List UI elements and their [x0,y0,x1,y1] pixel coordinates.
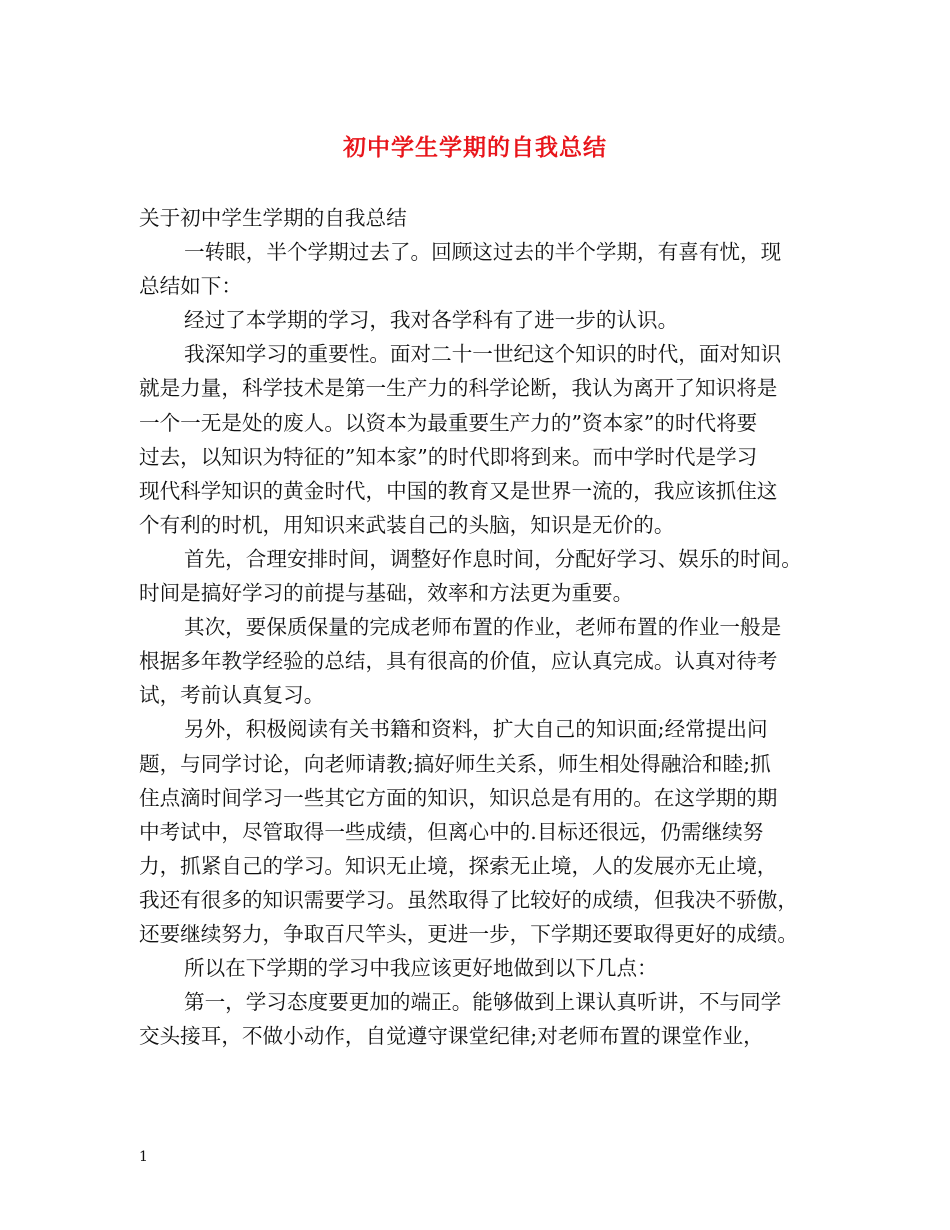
text-line: 一转眼，半个学期过去了。回顾这过去的半个学期，有喜有忧，现 [184,240,782,265]
text-line: 一个一无是处的废人。以资本为最重要生产力的”资本家”的时代将要 [139,410,758,435]
text-line: 个有利的时机，用知识来武装自己的头脑，知识是无价的。 [139,512,675,537]
text-line: 就是力量，科学技术是第一生产力的科学论断，我认为离开了知识将是 [139,376,778,401]
text-line: 试，考前认真复习。 [139,683,325,708]
text-line: 时间是搞好学习的前提与基础，效率和方法更为重要。 [139,581,634,606]
text-line: 我深知学习的重要性。面对二十一世纪这个知识的时代，面对知识 [184,342,782,367]
text-line: 住点滴时间学习一些其它方面的知识，知识总是有用的。在这学期的期 [139,785,778,810]
text-line: 首先，合理安排时间，调整好作息时间，分配好学习、娱乐的时间。 [184,546,802,571]
text-line: 力，抓紧自己的学习。知识无止境，探索无止境，人的发展亦无止境， [139,853,778,878]
text-line: 关于初中学生学期的自我总结 [139,206,407,230]
text-line: 现代科学知识的黄金时代，中国的教育又是世界一流的，我应该抓住这 [139,478,778,503]
text-line: 我还有很多的知识需要学习。虽然取得了比较好的成绩，但我决不骄傲， [139,887,798,912]
text-line: 过去，以知识为特征的”知本家”的时代即将到来。而中学时代是学习 [139,444,758,469]
text-line: 还要继续努力，争取百尺竿头，更进一步，下学期还要取得更好的成绩。 [139,921,798,946]
text-line: 总结如下： [139,274,242,299]
document-title: 初中学生学期的自我总结 [343,134,607,161]
text-line: 其次，要保质保量的完成老师布置的作业，老师布置的作业一般是 [184,615,782,640]
text-line: 题，与同学讨论，向老师请教;搞好师生关系，师生相处得融洽和睦;抓 [139,751,771,776]
text-line: 中考试中，尽管取得一些成绩，但离心中的.目标还很远，仍需继续努 [139,819,764,844]
text-line: 经过了本学期的学习，我对各学科有了进一步的认识。 [184,308,679,333]
page-number: 1 [139,1149,148,1165]
text-line: 根据多年教学经验的总结，具有很高的价值，应认真完成。认真对待考 [139,649,778,674]
text-line: 交头接耳，不做小动作，自觉遵守课堂纪律;对老师布置的课堂作业， [139,1024,764,1049]
document-body [139,201,827,1053]
text-line: 另外，积极阅读有关书籍和资料，扩大自己的知识面;经常提出问 [184,717,768,742]
text-line: 第一，学习态度要更加的端正。能够做到上课认真听讲，不与同学 [184,990,782,1015]
text-line: 所以在下学期的学习中我应该更好地做到以下几点： [184,956,658,981]
